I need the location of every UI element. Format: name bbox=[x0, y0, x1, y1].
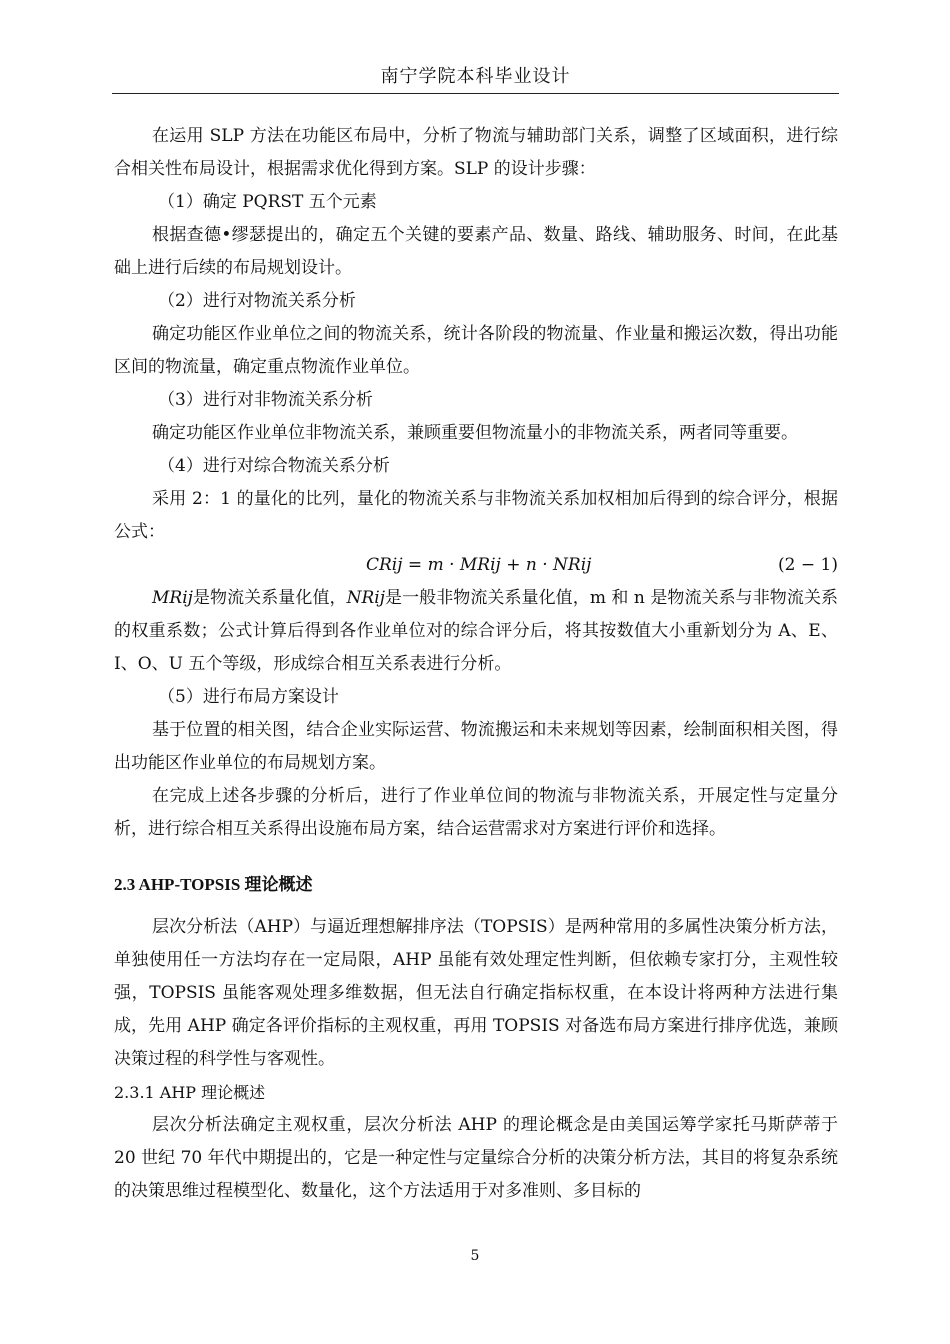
step-1-title: （1）确定 PQRST 五个元素 bbox=[158, 192, 377, 212]
equation-number: (2 − 1) bbox=[778, 555, 838, 575]
step-3-title: （3）进行对非物流关系分析 bbox=[158, 390, 373, 410]
header-rule bbox=[112, 93, 839, 94]
step-4-text: 采用 2：1 的量化的比列，量化的物流关系与非物流关系加权相加后得到的综合评分，根据公式： bbox=[114, 489, 838, 542]
subsection-paragraph: 层次分析法确定主观权重，层次分析法 AHP 的理论概念是由美国运筹学家托马斯萨蒂于 20 世纪 70 年代中期提出的，它是一种定性与定量综合分析的决策分析方法，其目的将复杂系统的决策思维过程模型化、数量化，这个方法适用于对多准则、多目标的 bbox=[114, 1115, 838, 1201]
page-header: 南宁学院本科毕业设计 bbox=[380, 66, 571, 87]
step-5-title: （5）进行布局方案设计 bbox=[158, 687, 339, 707]
step-5-text: 基于位置的相关图，结合企业实际运营、物流搬运和未来规划等因素，绘制面积相关图，得出功能区作业单位的布局规划方案。 bbox=[114, 720, 838, 773]
conclusion-paragraph: 在完成上述各步骤的分析后，进行了作业单位间的物流与非物流关系，开展定性与定量分析，进行综合相互关系得出设施布局方案，结合运营需求对方案进行评价和选择。 bbox=[114, 786, 838, 839]
step-2-title: （2）进行对物流关系分析 bbox=[158, 291, 356, 311]
intro-paragraph: 在运用 SLP 方法在功能区布局中，分析了物流与辅助部门关系，调整了区域面积，进行综合相关性布局设计，根据需求优化得到方案。SLP 的设计步骤： bbox=[114, 126, 838, 179]
page-body bbox=[114, 120, 838, 1208]
section-paragraph: 层次分析法（AHP）与逼近理想解排序法（TOPSIS）是两种常用的多属性决策分析方法，单独使用任一方法均存在一定局限，AHP 虽能有效处理定性判断，但依赖专家打分，主观性较强，TOPSIS 虽能客观处理多维数据，但无法自行确定指标权重，在本设计将两种方法进行集成，先用 AHP 确定各评价指标的主观权重，再用 TOPSIS 对备选布局方案进行排序优选，兼顾决策过程的科学性与客观性。 bbox=[114, 917, 838, 1069]
variable-nr-definition: 是一般非物流关系量化值，m 和 n 是物流关系与非物流关系的权重系数；公式计算后得到各作业单位对的综合评分后，将其按数值大小重新划分为 A、E、I、O、U 五个等级，形成综合相互关系表进行分析。 bbox=[114, 588, 839, 674]
subsection-heading: 2.3.1 AHP 理论概述 bbox=[114, 1083, 266, 1102]
variable-mr: MRij bbox=[152, 588, 193, 608]
variable-definition-paragraph bbox=[114, 582, 838, 681]
equation-expression: CRij = m · MRij + n · NRij bbox=[366, 555, 592, 575]
step-3-text: 确定功能区作业单位非物流关系，兼顾重要但物流量小的非物流关系，两者同等重要。 bbox=[152, 423, 798, 443]
variable-nr: NRij bbox=[346, 588, 385, 608]
step-4-title: （4）进行对综合物流关系分析 bbox=[158, 456, 390, 476]
variable-mr-definition: 是物流关系量化值， bbox=[192, 588, 347, 608]
section-heading: 2.3 AHP-TOPSIS 理论概述 bbox=[114, 875, 313, 894]
equation-2-1 bbox=[114, 549, 838, 582]
step-2-text: 确定功能区作业单位之间的物流关系，统计各阶段的物流量、作业量和搬运次数，得出功能区间的物流量，确定重点物流作业单位。 bbox=[114, 324, 838, 377]
step-1-text: 根据查德•缪瑟提出的，确定五个关键的要素产品、数量、路线、辅助服务、时间，在此基础上进行后续的布局规划设计。 bbox=[114, 225, 838, 278]
page-number: 5 bbox=[470, 1248, 480, 1264]
